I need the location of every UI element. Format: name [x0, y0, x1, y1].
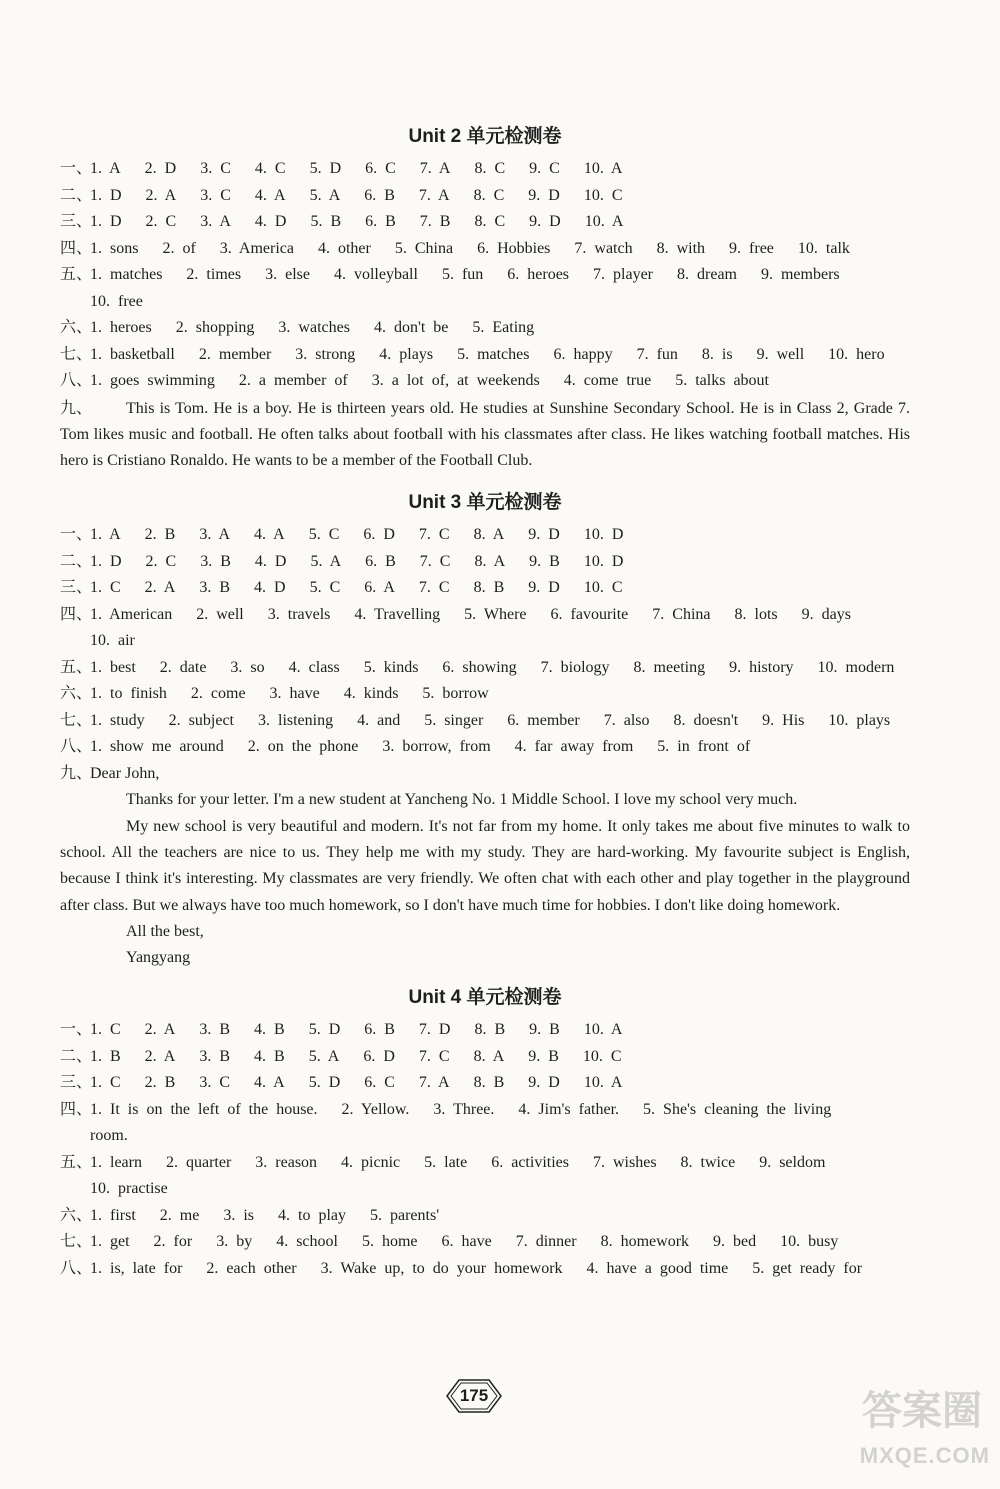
answer-line — [60, 1017, 910, 1044]
letter-number: 九、 — [60, 764, 93, 782]
answer-line — [60, 1203, 910, 1230]
answer-text: 1. show me around 2. on the phone 3. borrow, from 4. far away from 5. in front of — [90, 738, 751, 756]
answer-line — [60, 575, 910, 602]
answer-line — [60, 368, 910, 395]
answer-text: 1. is, late for 2. each other 3. Wake up, to do your homework 4. have a good time 5. get ready for — [90, 1259, 863, 1277]
section-number: 三、 — [60, 213, 93, 230]
section-number: 三、 — [60, 579, 93, 597]
answer-line — [60, 708, 910, 735]
section-number: 六、 — [60, 685, 93, 703]
unit-2-essay — [60, 396, 910, 475]
section-number: 六、 — [60, 319, 93, 336]
answer-text: 1. It is on the left of the house. 2. Yellow. 3. Three. 4. Jim's father. 5. She's cleaning the living — [90, 1100, 832, 1118]
section-number: 八、 — [60, 372, 93, 389]
answer-text: 10. air — [90, 632, 135, 650]
answer-line — [60, 628, 910, 655]
unit-2-answers — [60, 156, 910, 395]
answer-text: 1. goes swimming 2. a member of 3. a lot of, at weekends 4. come true 5. talks about — [90, 372, 769, 389]
answer-line — [60, 1123, 910, 1150]
page-number-badge — [445, 1378, 503, 1414]
answer-line — [60, 602, 910, 629]
section-number: 二、 — [60, 552, 93, 570]
answer-text: 1. C 2. A 3. B 4. D 5. C 6. A 7. C 8. B 9. D 10. C — [90, 579, 623, 597]
section-number: 六、 — [60, 1206, 93, 1224]
unit-2-section — [60, 118, 910, 474]
letter-paragraph: My new school is very beautiful and modern. It's not far from my home. It only takes me about five minutes to walk to school. All the teachers are nice to us. They help me with my study. They are hard-working. My favourite subject is English, because I think it's interesting. My classmates are very friendly. We often chat with each other and play together in the playground after class. But we always have too much homework, so I don't have much time for hobbies. I don't like doing homework. — [60, 817, 910, 914]
answer-line — [60, 262, 910, 289]
answer-line — [60, 1070, 910, 1097]
section-number: 七、 — [60, 711, 93, 729]
essay-number: 九、 — [60, 399, 93, 417]
letter-header — [60, 761, 910, 788]
answer-line — [60, 522, 910, 549]
answer-text: 1. matches 2. times 3. else 4. volleyball 5. fun 6. heroes 7. player 8. dream 9. members — [90, 266, 840, 283]
answer-line — [60, 1150, 910, 1177]
answer-line — [60, 289, 910, 316]
letter-signature: Yangyang — [126, 949, 191, 967]
answer-line — [60, 342, 910, 369]
section-number: 四、 — [60, 1100, 93, 1118]
answer-line — [60, 1044, 910, 1071]
section-number: 五、 — [60, 1153, 93, 1171]
section-number: 四、 — [60, 239, 93, 257]
section-number: 七、 — [60, 1233, 93, 1251]
answer-line — [60, 183, 910, 210]
section-number: 五、 — [60, 658, 93, 676]
answer-text: 1. best 2. date 3. so 4. class 5. kinds 6. showing 7. biology 8. meeting 9. history 10. modern — [90, 658, 895, 676]
answer-text: 1. A 2. B 3. A 4. A 5. C 6. D 7. C 8. A 9. D 10. D — [90, 526, 624, 544]
answer-text: 1. D 2. A 3. C 4. A 5. A 6. B 7. A 8. C 9. D 10. C — [90, 186, 623, 204]
watermark-site: MXQE.COM — [859, 1443, 990, 1468]
section-number: 五、 — [60, 266, 93, 283]
section-number: 七、 — [60, 345, 93, 363]
letter-closing: All the best, — [126, 922, 204, 940]
section-number: 一、 — [60, 1021, 93, 1039]
answer-line — [60, 315, 910, 342]
section-number: 一、 — [60, 160, 93, 177]
section-number: 二、 — [60, 186, 93, 204]
letter-body — [60, 787, 910, 971]
answer-text: 1. sons 2. of 3. America 4. other 5. China 6. Hobbies 7. watch 8. with 9. free 10. talk — [90, 239, 850, 257]
unit-3-answers — [60, 522, 910, 761]
answer-text: 1. D 2. C 3. A 4. D 5. B 6. B 7. B 8. C 9. D 10. A — [90, 213, 624, 230]
section-number: 四、 — [60, 605, 93, 623]
answer-text: 1. B 2. A 3. B 4. B 5. A 6. D 7. C 8. A 9. B 10. C — [90, 1047, 622, 1065]
answer-text: 1. A 2. D 3. C 4. C 5. D 6. C 7. A 8. C 9. C 10. A — [90, 160, 623, 177]
section-number: 八、 — [60, 738, 93, 756]
page-number: 175 — [459, 1386, 489, 1405]
answer-line — [60, 1256, 910, 1283]
section-number: 二、 — [60, 1047, 93, 1065]
site-watermark — [750, 1379, 990, 1469]
answer-text: 1. C 2. B 3. C 4. A 5. D 6. C 7. A 8. B 9. D 10. A — [90, 1074, 623, 1092]
answer-line — [60, 734, 910, 761]
essay-text: This is Tom. He is a boy. He is thirteen years old. He studies at Sunshine Secondary School. He is in Class 2, Grade 7. Tom likes music and football. He often talks about football with his classmates after class. He likes watching football matches. His hero is Cristiano Ronaldo. He wants to be a member of the Football Club. — [60, 399, 910, 470]
answer-line — [60, 681, 910, 708]
unit-2-title: Unit 2 单元检测卷 — [408, 126, 562, 147]
unit-3-title: Unit 3 单元检测卷 — [408, 492, 562, 514]
unit-4-section — [60, 979, 910, 1282]
answer-text: 1. D 2. C 3. B 4. D 5. A 6. B 7. C 8. A 9. B 10. D — [90, 552, 624, 570]
answer-text: 1. get 2. for 3. by 4. school 5. home 6. have 7. dinner 8. homework 9. bed 10. busy — [90, 1233, 839, 1251]
answer-text: 1. first 2. me 3. is 4. to play 5. parents' — [90, 1206, 440, 1224]
answer-line — [60, 1176, 910, 1203]
answer-line — [60, 549, 910, 576]
section-number: 三、 — [60, 1074, 93, 1092]
letter-greeting: Dear John, — [90, 764, 160, 782]
answer-text: 1. heroes 2. shopping 3. watches 4. don't be 5. Eating — [90, 319, 535, 336]
answer-text: 10. practise — [90, 1180, 168, 1198]
unit-3-section — [60, 484, 910, 971]
section-number: 一、 — [60, 526, 93, 544]
watermark-logo: 答案圈 — [862, 1388, 982, 1434]
letter-paragraph: Thanks for your letter. I'm a new student at Yancheng No. 1 Middle School. I love my school very much. — [126, 791, 798, 809]
answer-page — [60, 118, 910, 1282]
answer-line — [60, 156, 910, 183]
answer-text: 1. American 2. well 3. travels 4. Travelling 5. Where 6. favourite 7. China 8. lots 9. days — [90, 605, 851, 623]
unit-4-answers — [60, 1017, 910, 1282]
answer-text: 1. basketball 2. member 3. strong 4. plays 5. matches 6. happy 7. fun 8. is 9. well 10. hero — [90, 345, 885, 363]
answer-line — [60, 1097, 910, 1124]
answer-text: room. — [90, 1127, 128, 1145]
answer-text: 10. free — [90, 292, 143, 310]
answer-text: 1. learn 2. quarter 3. reason 4. picnic 5. late 6. activities 7. wishes 8. twice 9. seldom — [90, 1153, 826, 1171]
answer-line — [60, 209, 910, 236]
section-number: 八、 — [60, 1259, 93, 1277]
answer-text: 1. study 2. subject 3. listening 4. and 5. singer 6. member 7. also 8. doesn't 9. His 10. plays — [90, 711, 891, 729]
unit-4-title: Unit 4 单元检测卷 — [408, 987, 562, 1009]
answer-line — [60, 655, 910, 682]
answer-line — [60, 1229, 910, 1256]
answer-text: 1. C 2. A 3. B 4. B 5. D 6. B 7. D 8. B 9. B 10. A — [90, 1021, 623, 1039]
answer-line — [60, 236, 910, 263]
answer-text: 1. to finish 2. come 3. have 4. kinds 5. borrow — [90, 685, 489, 703]
